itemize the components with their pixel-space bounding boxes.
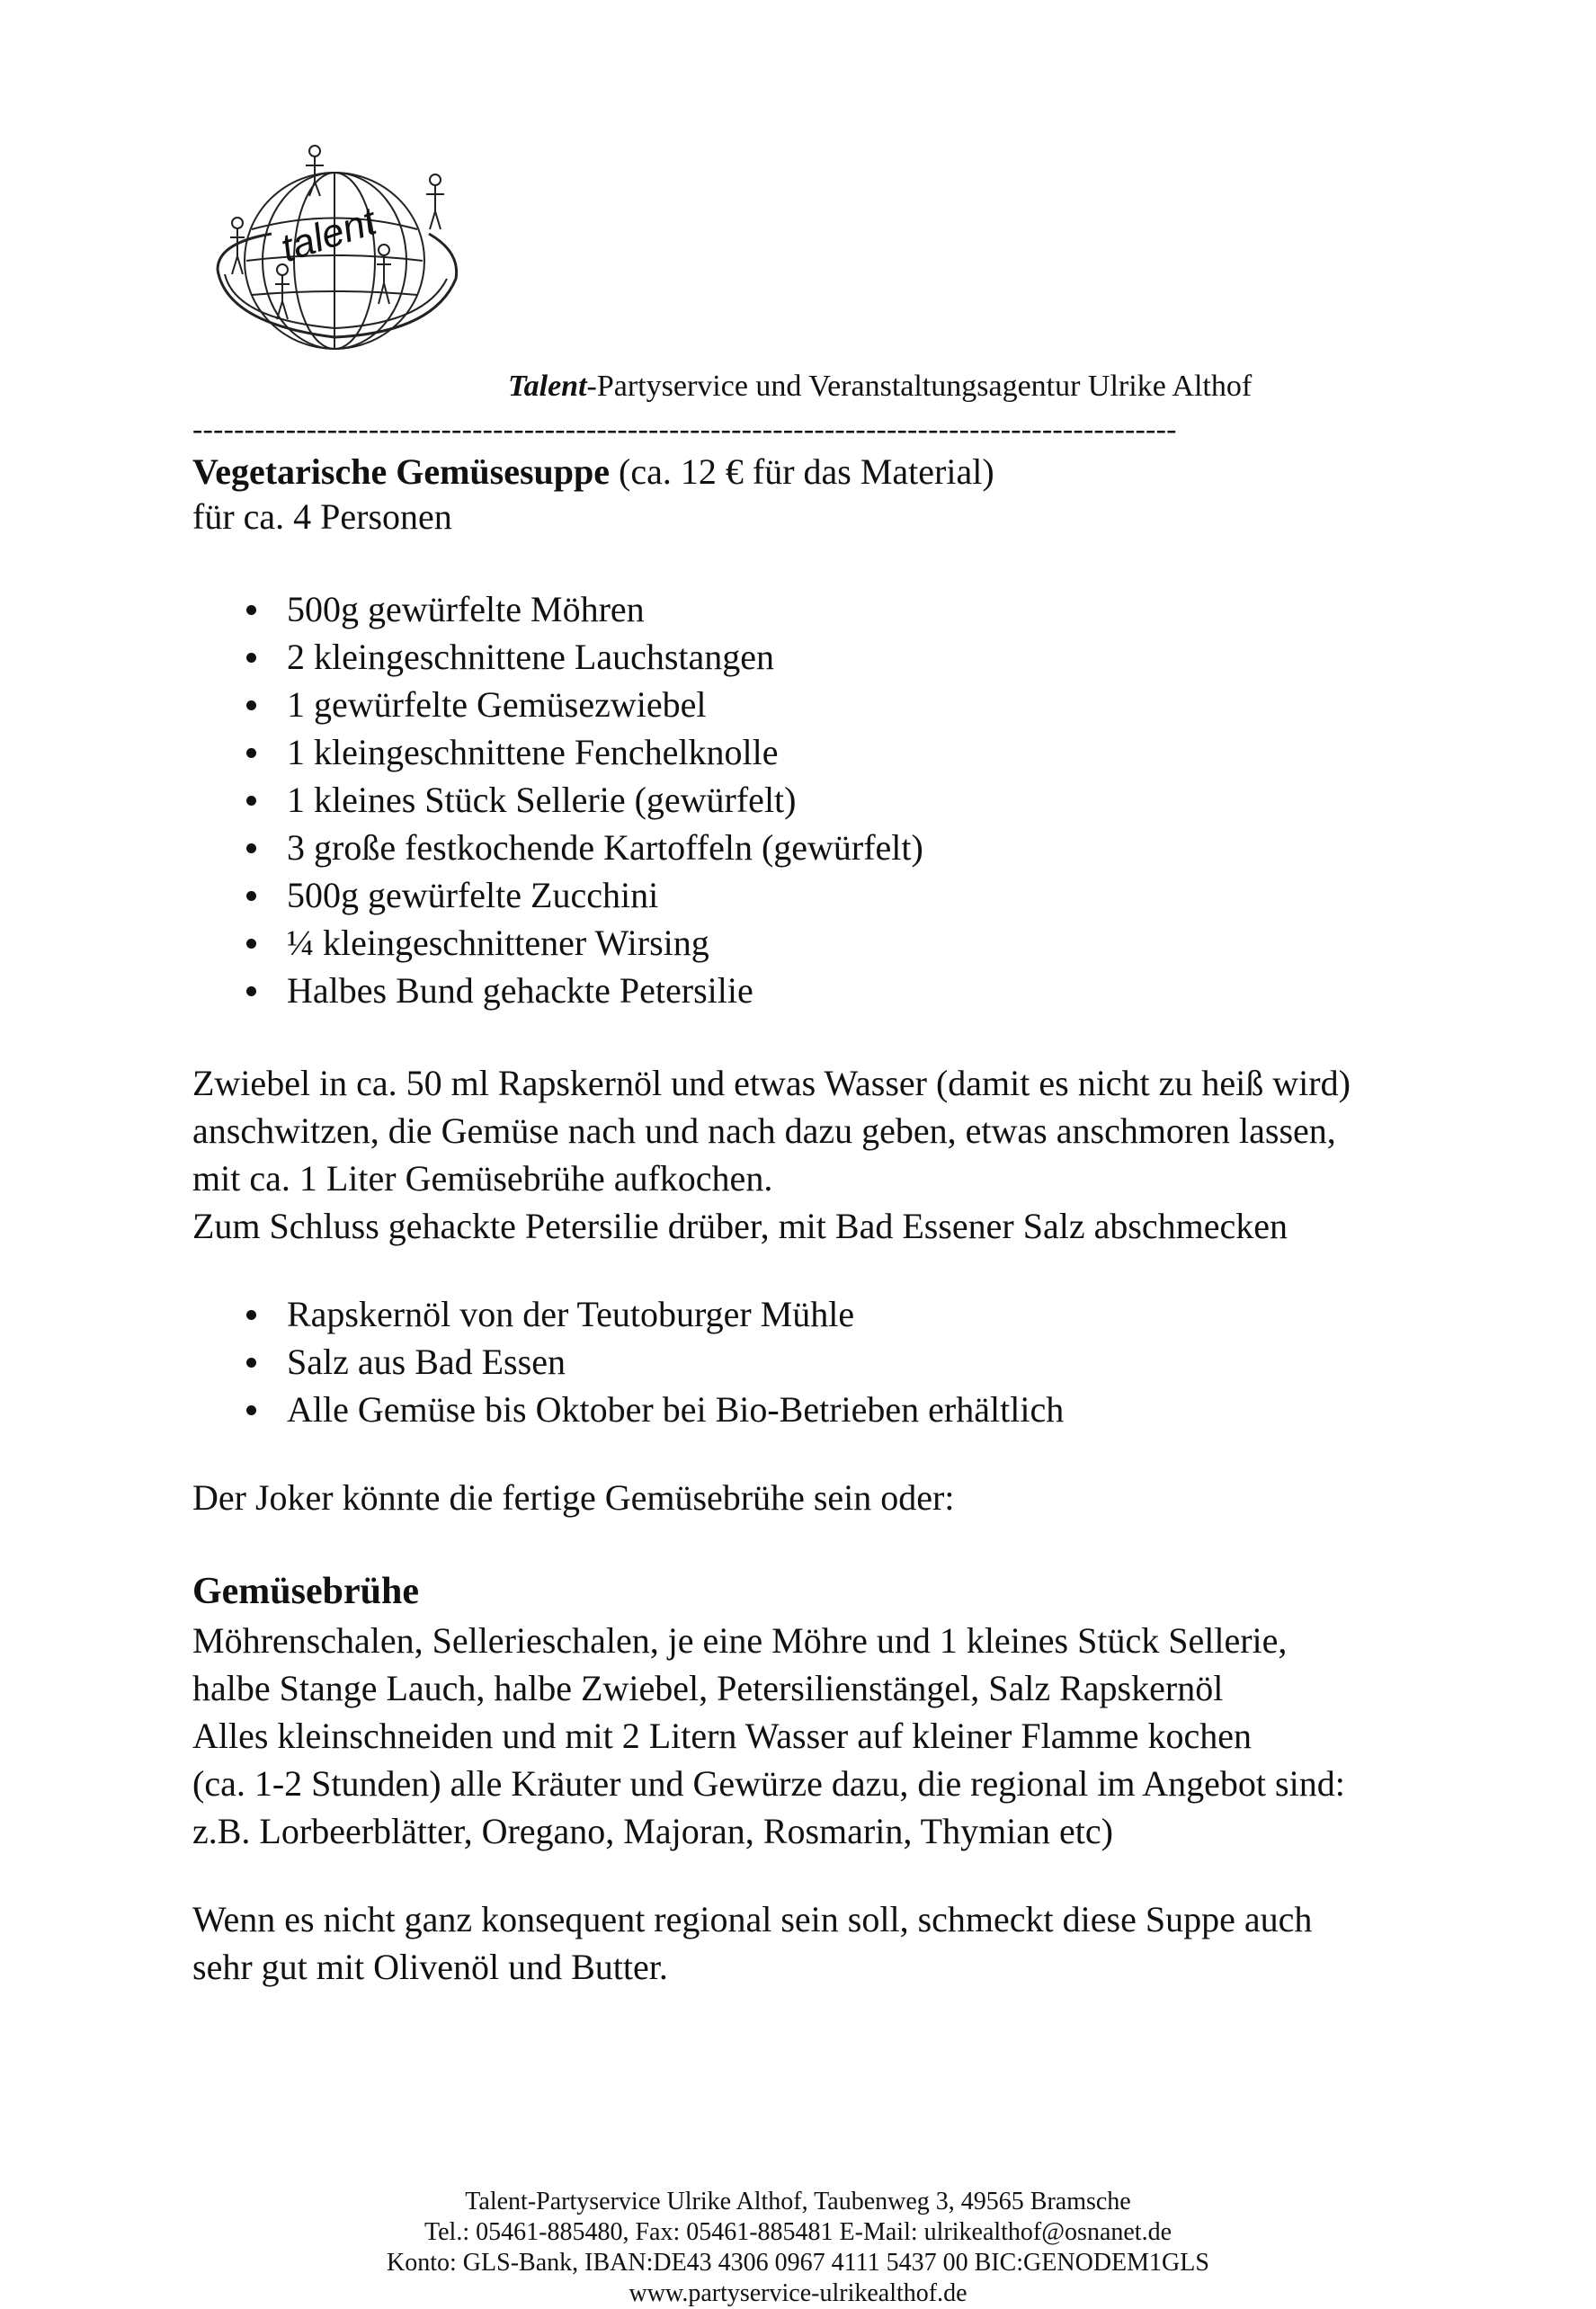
broth-line: (ca. 1-2 Stunden) alle Kräuter und Gewürze dazu, die regional im Angebot sind: bbox=[192, 1763, 1345, 1804]
ingredient-list bbox=[192, 585, 1469, 1014]
broth-text bbox=[192, 1617, 1469, 1855]
footer-contact: Tel.: 05461-885480, Fax: 05461-885481 E-Mail: ulrikealthof@osnanet.de bbox=[424, 2218, 1172, 2246]
instruction-line: anschwitzen, die Gemüse nach und nach dazu geben, etwas anschmoren lassen, bbox=[192, 1110, 1336, 1151]
recipe-title-note: (ca. 12 € für das Material) bbox=[610, 451, 994, 492]
recipe-title: Vegetarische Gemüsesuppe bbox=[192, 451, 611, 492]
list-item: ¼ kleingeschnittener Wirsing bbox=[192, 919, 1469, 967]
list-item: Halbes Bund gehackte Petersilie bbox=[192, 967, 1469, 1014]
list-item: 500g gewürfelte Möhren bbox=[192, 585, 1469, 633]
list-item: 1 kleines Stück Sellerie (gewürfelt) bbox=[192, 776, 1469, 824]
footer-website: www.partyservice-ulrikealthof.de bbox=[629, 2279, 967, 2307]
list-item: 1 kleingeschnittene Fenchelknolle bbox=[192, 728, 1469, 776]
instruction-line: Zwiebel in ca. 50 ml Rapskernöl und etwas Wasser (damit es nicht zu heiß wird) bbox=[192, 1063, 1351, 1103]
list-item: 2 kleingeschnittene Lauchstangen bbox=[192, 633, 1469, 681]
list-item: Salz aus Bad Essen bbox=[192, 1338, 1469, 1386]
header-brand: Talent bbox=[508, 370, 587, 403]
footer-bank: Konto: GLS-Bank, IBAN:DE43 4306 0967 4111 5437 00 BIC:GENODEM1GLS bbox=[387, 2249, 1209, 2277]
footer bbox=[0, 2187, 1596, 2309]
list-item: Alle Gemüse bis Oktober bei Bio-Betrieben erhältlich bbox=[192, 1386, 1469, 1433]
instructions bbox=[192, 1059, 1469, 1250]
recipe-content bbox=[192, 450, 1469, 1991]
notes-list bbox=[192, 1290, 1469, 1433]
broth-line: z.B. Lorbeerblätter, Oregano, Majoran, Rosmarin, Thymian etc) bbox=[192, 1811, 1113, 1851]
logo-text: talent bbox=[275, 199, 382, 272]
list-item: 500g gewürfelte Zucchini bbox=[192, 871, 1469, 919]
instruction-line: Zum Schluss gehackte Petersilie drüber, mit Bad Essener Salz abschmecken bbox=[192, 1206, 1288, 1246]
header-divider: ----------------------------------------------------------------------------------------------- bbox=[192, 413, 1177, 446]
header-company-line bbox=[508, 369, 1252, 405]
footer-address: Talent-Partyservice Ulrike Althof, Taubenweg 3, 49565 Bramsche bbox=[465, 2188, 1131, 2215]
list-item: 3 große festkochende Kartoffeln (gewürfelt) bbox=[192, 824, 1469, 871]
joker-text: Der Joker könnte die fertige Gemüsebrühe sein oder: bbox=[192, 1477, 955, 1518]
broth-title: Gemüsebrühe bbox=[192, 1571, 419, 1612]
closing-line: sehr gut mit Olivenöl und Butter. bbox=[192, 1947, 668, 1987]
broth-line: Möhrenschalen, Sellerieschalen, je eine Möhre und 1 kleines Stück Sellerie, bbox=[192, 1620, 1288, 1661]
list-item: Rapskernöl von der Teutoburger Mühle bbox=[192, 1290, 1469, 1338]
talent-logo bbox=[200, 144, 462, 360]
instruction-line: mit ca. 1 Liter Gemüsebrühe aufkochen. bbox=[192, 1158, 773, 1199]
servings: für ca. 4 Personen bbox=[192, 496, 452, 537]
broth-line: Alles kleinschneiden und mit 2 Litern Wasser auf kleiner Flamme kochen bbox=[192, 1716, 1252, 1756]
broth-line: halbe Stange Lauch, halbe Zwiebel, Petersilienstängel, Salz Rapskernöl bbox=[192, 1668, 1224, 1708]
closing-text bbox=[192, 1895, 1469, 1991]
header-brand-rest: -Partyservice und Veranstaltungsagentur Ulrike Althof bbox=[586, 370, 1253, 403]
closing-line: Wenn es nicht ganz konsequent regional sein soll, schmeckt diese Suppe auch bbox=[192, 1899, 1313, 1939]
list-item: 1 gewürfelte Gemüsezwiebel bbox=[192, 681, 1469, 728]
recipe-title-line bbox=[192, 450, 1469, 495]
